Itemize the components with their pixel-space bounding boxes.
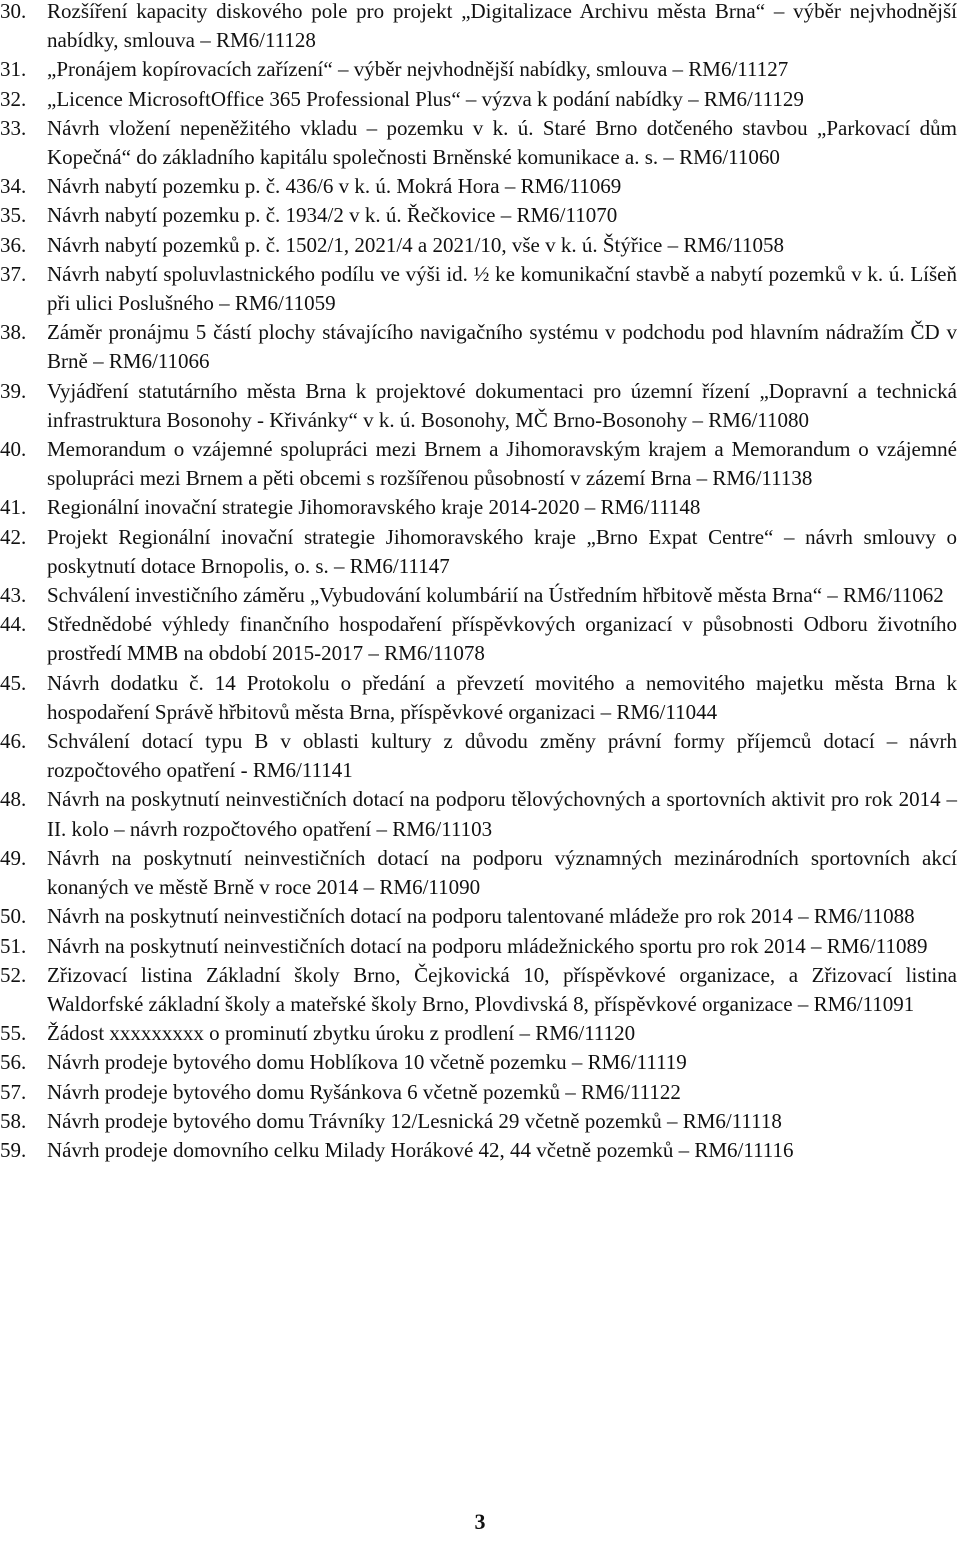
agenda-item-number: 33. bbox=[0, 115, 27, 140]
agenda-item-text: Regionální inovační strategie Jihomoravského kraje 2014-2020 – RM6/11148 bbox=[47, 495, 701, 520]
page-number: 3 bbox=[474, 1509, 486, 1534]
agenda-item-text: Návrh prodeje bytového domu Trávníky 12/Lesnická 29 včetně pozemků – RM6/11118 bbox=[47, 1108, 782, 1133]
agenda-item-text: Návrh nabytí pozemku p. č. 436/6 v k. ú. Mokrá Hora – RM6/11069 bbox=[47, 174, 622, 199]
agenda-item bbox=[0, 727, 957, 785]
agenda-item-text: Rozšíření kapacity diskového pole pro projekt „Digitalizace Archivu města Brna“ – výběr nejvhodnější nabídky, smlouva – RM6/11128 bbox=[47, 0, 957, 53]
agenda-item-text: Návrh na poskytnutí neinvestičních dotací na podporu mládežnického sportu pro rok 2014 – RM6/11089 bbox=[47, 933, 928, 958]
agenda-item-text: „Pronájem kopírovacích zařízení“ – výběr nejvhodnější nabídky, smlouva – RM6/11127 bbox=[47, 57, 789, 82]
agenda-item-text: Schválení dotací typu B v oblasti kultury z důvodu změny právní formy příjemců dotací – návrh rozpočtového opatření - RM6/11141 bbox=[47, 729, 957, 783]
agenda-item-number: 34. bbox=[0, 174, 27, 199]
agenda-item-text: Návrh na poskytnutí neinvestičních dotací na podporu významných mezinárodních sportovních akcí konaných ve městě Brně v roce 2014 – RM6/11090 bbox=[47, 845, 957, 900]
agenda-item-text: Návrh nabytí spoluvlastnického podílu ve výši id. ½ ke komunikační stavbě a nabytí pozemků v k. ú. Líšeň při ulici Poslušného – RM6/11059 bbox=[47, 261, 957, 316]
agenda-item-text: Návrh na poskytnutí neinvestičních dotací na podporu tělovýchovných a sportovních aktivit pro rok 2014 – II. kolo – návrh rozpočtového opatření – RM6/11103 bbox=[47, 787, 957, 841]
agenda-item-text: Projekt Regionální inovační strategie Jihomoravského kraje „Brno Expat Centre“ – návrh smlouvy o poskytnutí dotace Brnopolis, o. s. – RM6/11147 bbox=[47, 524, 957, 578]
agenda-item-number: 49. bbox=[0, 845, 27, 870]
agenda-item bbox=[0, 581, 957, 610]
agenda-item bbox=[0, 85, 957, 114]
agenda-item bbox=[0, 1019, 957, 1048]
agenda-item bbox=[0, 785, 957, 843]
agenda-item-number: 38. bbox=[0, 320, 27, 345]
agenda-item-number: 51. bbox=[0, 933, 27, 958]
agenda-item bbox=[0, 201, 957, 230]
agenda-item bbox=[0, 114, 957, 172]
agenda-item bbox=[0, 1107, 957, 1136]
agenda-item bbox=[0, 902, 957, 931]
agenda-item bbox=[0, 172, 957, 201]
agenda-item-text: Zřizovací listina Základní školy Brno, Čejkovická 10, příspěvkové organizace, a Zřizovací listina Waldorfské základní školy a mateřské školy Brno, Plovdivská 8, příspěvkové organizace – RM6/11091 bbox=[47, 962, 957, 1016]
agenda-item bbox=[0, 55, 957, 84]
agenda-item-number: 46. bbox=[0, 729, 27, 754]
agenda-item-text: Memorandum o vzájemné spolupráci mezi Brnem a Jihomoravským krajem a Memorandum o vzájemné spolupráci mezi Brnem a pěti obcemi s rozšířenou působností v zázemí Brna – RM6/11138 bbox=[47, 437, 957, 491]
agenda-item-number: 45. bbox=[0, 670, 27, 695]
agenda-item bbox=[0, 932, 957, 961]
agenda-item-number: 50. bbox=[0, 904, 27, 929]
agenda-item bbox=[0, 961, 957, 1019]
agenda-item-number: 40. bbox=[0, 437, 27, 462]
agenda-item-number: 32. bbox=[0, 86, 27, 111]
agenda-item bbox=[0, 523, 957, 581]
agenda-item-number: 59. bbox=[0, 1137, 27, 1162]
agenda-item-number: 42. bbox=[0, 524, 27, 549]
agenda-item bbox=[0, 1048, 957, 1077]
agenda-item bbox=[0, 844, 957, 902]
agenda-item-number: 55. bbox=[0, 1021, 27, 1046]
agenda-item-text: Střednědobé výhledy finančního hospodaření příspěvkových organizací v působnosti Odboru životního prostředí MMB na období 2015-2017 – RM6/11078 bbox=[47, 612, 957, 666]
agenda-item-number: 31. bbox=[0, 57, 27, 82]
agenda-item-number: 43. bbox=[0, 583, 27, 608]
agenda-item-text: Návrh vložení nepeněžitého vkladu – pozemku v k. ú. Staré Brno dotčeného stavbou „Parkovací dům Kopečná“ do základního kapitálu společnosti Brněnské komunikace a. s. – RM6/11060 bbox=[47, 115, 957, 170]
agenda-item-number: 52. bbox=[0, 962, 27, 987]
agenda-item bbox=[0, 669, 957, 727]
agenda-item bbox=[0, 1078, 957, 1107]
agenda-item bbox=[0, 493, 957, 522]
agenda-item bbox=[0, 318, 957, 376]
agenda-item bbox=[0, 1136, 957, 1165]
agenda-item-text: Návrh na poskytnutí neinvestičních dotací na podporu talentované mládeže pro rok 2014 – RM6/11088 bbox=[47, 904, 915, 929]
agenda-item bbox=[0, 435, 957, 493]
agenda-item bbox=[0, 231, 957, 260]
agenda-item-text: Návrh nabytí pozemku p. č. 1934/2 v k. ú. Řečkovice – RM6/11070 bbox=[47, 203, 618, 228]
agenda-item-text: Návrh dodatku č. 14 Protokolu o předání a převzetí movitého a nemovitého majetku města Brna k hospodaření Správě hřbitovů města Brna, příspěvkové organizaci – RM6/11044 bbox=[47, 670, 957, 724]
agenda-item-text: Žádost xxxxxxxxx o prominutí zbytku úroku z prodlení – RM6/11120 bbox=[47, 1021, 636, 1046]
agenda-item-number: 30. bbox=[0, 0, 27, 23]
agenda-item-text: Návrh prodeje bytového domu Hoblíkova 10 včetně pozemku – RM6/11119 bbox=[47, 1050, 687, 1075]
agenda-item bbox=[0, 0, 957, 55]
agenda-item-text: Návrh prodeje domovního celku Milady Horákové 42, 44 včetně pozemků – RM6/11116 bbox=[47, 1137, 794, 1162]
agenda-item-number: 41. bbox=[0, 495, 27, 520]
agenda-item-number: 56. bbox=[0, 1050, 27, 1075]
agenda-item-number: 58. bbox=[0, 1108, 27, 1133]
agenda-item-number: 36. bbox=[0, 232, 27, 257]
agenda-item-number: 39. bbox=[0, 378, 27, 403]
agenda-item-number: 35. bbox=[0, 203, 27, 228]
agenda-item-text: Vyjádření statutárního města Brna k projektové dokumentaci pro územní řízení „Dopravní a technická infrastruktura Bosonohy - Křivánky“ v k. ú. Bosonohy, MČ Brno-Bosonohy – RM6/11080 bbox=[47, 378, 957, 432]
agenda-item bbox=[0, 260, 957, 318]
agenda-item-text: Návrh nabytí pozemků p. č. 1502/1, 2021/4 a 2021/10, vše v k. ú. Štýřice – RM6/11058 bbox=[47, 232, 785, 257]
agenda-item-number: 44. bbox=[0, 612, 27, 637]
agenda-item-number: 37. bbox=[0, 261, 27, 286]
agenda-item-text: Schválení investičního záměru „Vybudování kolumbárií na Ústředním hřbitově města Brna“ – RM6/11062 bbox=[47, 583, 944, 608]
agenda-item bbox=[0, 377, 957, 435]
agenda-item-number: 48. bbox=[0, 787, 27, 812]
agenda-item bbox=[0, 610, 957, 668]
agenda-item-text: „Licence MicrosoftOffice 365 Professional Plus“ – výzva k podání nabídky – RM6/11129 bbox=[47, 86, 804, 111]
agenda-item-number: 57. bbox=[0, 1079, 27, 1104]
agenda-item-text: Návrh prodeje bytového domu Ryšánkova 6 včetně pozemků – RM6/11122 bbox=[47, 1079, 681, 1104]
agenda-item-text: Záměr pronájmu 5 částí plochy stávajícího navigačního systému v podchodu pod hlavním nádražím ČD v Brně – RM6/11066 bbox=[47, 320, 957, 374]
